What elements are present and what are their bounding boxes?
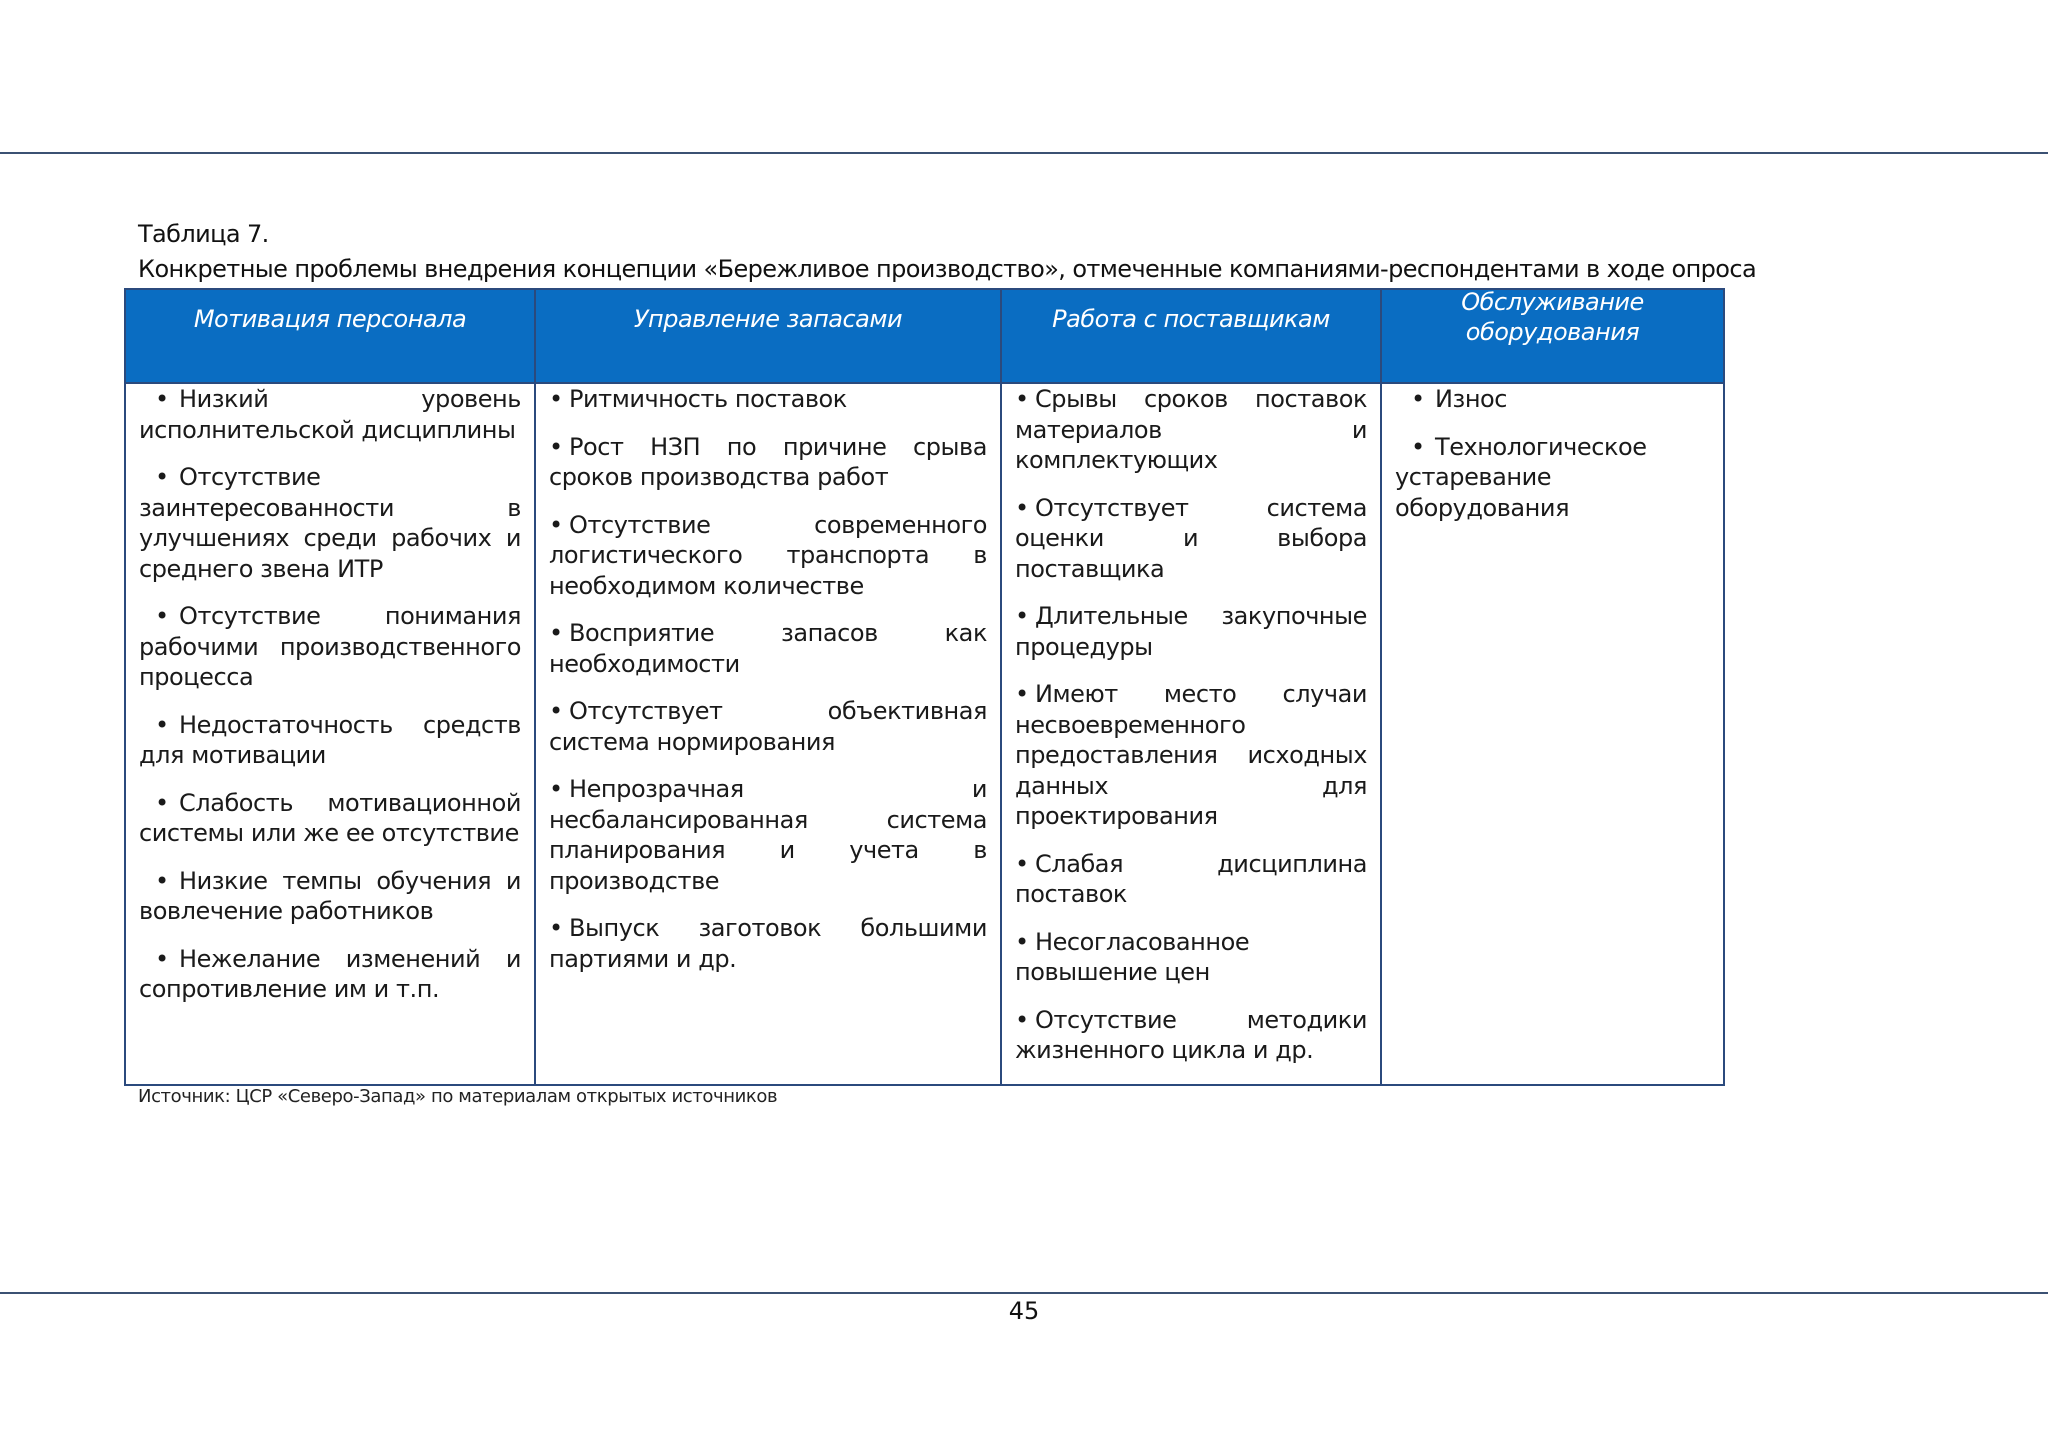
bullet-icon: • xyxy=(1015,680,1029,708)
list-item xyxy=(549,913,987,974)
list-item-text: Имеют место случаи несвоевременного предоставления исходных данных для проектирования xyxy=(1015,680,1367,830)
list-item-text: Слабость мотивационной системы или же ее отсутствие xyxy=(139,788,521,847)
list-item-text: Низкие темпы обучения и вовлечение работников xyxy=(139,866,521,925)
header-supplier-relations: Работа с поставщикам xyxy=(1002,290,1382,382)
column-inventory-management xyxy=(536,384,1002,1084)
problems-table xyxy=(124,288,1725,1086)
bullet-icon: • xyxy=(1411,385,1425,413)
list-item-text: Технологическое устаревание оборудования xyxy=(1395,432,1647,522)
list-item xyxy=(549,432,987,493)
bullet-icon: • xyxy=(155,385,169,413)
list-item-text: Отсутствие методики жизненного цикла и др. xyxy=(1015,1005,1367,1064)
list-item-text: Нежелание изменений и сопротивление им и т.п. xyxy=(139,944,521,1003)
bullet-icon: • xyxy=(549,619,563,647)
column-equipment-maintenance xyxy=(1382,384,1723,1084)
list-item-text: Отсутствие понимания рабочими производственного процесса xyxy=(139,602,521,691)
column-personnel-motivation xyxy=(126,384,536,1084)
page-number: 45 xyxy=(1008,1297,1040,1325)
list-item xyxy=(1015,493,1367,585)
list-item xyxy=(139,384,521,445)
list-item xyxy=(139,866,521,927)
list-item-text: Выпуск заготовок большими партиями и др. xyxy=(549,914,987,973)
bullet-icon: • xyxy=(549,697,563,725)
header-inventory-management: Управление запасами xyxy=(536,290,1002,382)
list-item-text: Слабая дисциплина поставок xyxy=(1015,849,1367,908)
list-item-text: Отсутствие современного логистического транспорта в необходимом количестве xyxy=(549,510,987,600)
header-equipment-maintenance: Обслуживание оборудования xyxy=(1461,288,1644,346)
top-rule xyxy=(0,152,2048,154)
list-item-text: Низкий уровень исполнительской дисциплины xyxy=(139,385,521,444)
bullet-icon: • xyxy=(155,710,169,739)
bullet-icon: • xyxy=(549,914,563,942)
bullet-icon: • xyxy=(1015,602,1029,630)
list-item xyxy=(549,618,987,679)
bullet-icon: • xyxy=(155,944,169,973)
list-item xyxy=(139,944,521,1005)
list-item-text: Ритмичность поставок xyxy=(569,385,847,413)
list-item-text: Износ xyxy=(1435,385,1508,413)
list-item xyxy=(549,384,987,415)
list-item xyxy=(549,696,987,757)
list-item xyxy=(1015,384,1367,476)
bullet-icon: • xyxy=(1411,432,1425,461)
list-item-text: Отсутствие заинтересованности в улучшениях среди рабочих и среднего звена ИТР xyxy=(139,463,521,583)
list-item-text: Отсутствует объективная система нормирования xyxy=(549,697,987,756)
header-personnel-motivation: Мотивация персонала xyxy=(126,290,536,382)
list-item-text: Отсутствует система оценки и выбора поставщика xyxy=(1015,493,1367,583)
list-item xyxy=(1395,432,1710,524)
list-item-text: Срывы сроков поставок материалов и комплектующих xyxy=(1015,385,1367,474)
list-item-text: Недостаточность средств для мотивации xyxy=(139,710,521,769)
list-item xyxy=(549,774,987,896)
bullet-icon: • xyxy=(1015,927,1029,956)
list-item xyxy=(549,510,987,602)
bullet-icon: • xyxy=(549,775,563,803)
bullet-icon: • xyxy=(549,510,563,539)
source-note: Источник: ЦСР «Северо-Запад» по материалам открытых источников xyxy=(138,1086,778,1107)
bullet-icon: • xyxy=(549,385,563,413)
bullet-icon: • xyxy=(549,432,563,461)
table-body-row xyxy=(126,384,1723,1084)
list-item-text: Восприятие запасов как необходимости xyxy=(549,619,987,678)
bullet-icon: • xyxy=(1015,493,1029,522)
list-item xyxy=(139,462,521,584)
list-item xyxy=(139,710,521,771)
table-header-row xyxy=(126,290,1723,384)
bottom-rule xyxy=(0,1292,2048,1294)
table-number: Таблица 7. xyxy=(138,220,269,248)
bullet-icon: • xyxy=(155,866,169,895)
bullet-icon: • xyxy=(155,463,169,491)
list-item-text: Несогласованное повышение цен xyxy=(1015,927,1250,986)
bullet-icon: • xyxy=(1015,1005,1029,1034)
list-item xyxy=(139,788,521,849)
list-item-text: Непрозрачная и несбалансированная система планирования и учета в производстве xyxy=(549,775,987,895)
list-item xyxy=(1015,1005,1367,1066)
bullet-icon: • xyxy=(155,788,169,817)
list-item xyxy=(1015,601,1367,662)
bullet-icon: • xyxy=(1015,849,1029,878)
column-supplier-relations xyxy=(1002,384,1382,1084)
list-item xyxy=(1395,384,1710,415)
list-item xyxy=(1015,927,1367,988)
bullet-icon: • xyxy=(1015,385,1029,413)
list-item-text: Длительные закупочные процедуры xyxy=(1015,602,1367,661)
list-item xyxy=(1015,849,1367,910)
bullet-icon: • xyxy=(155,602,169,630)
list-item-text: Рост НЗП по причине срыва сроков производства работ xyxy=(549,432,987,491)
list-item xyxy=(1015,679,1367,832)
table-title: Конкретные проблемы внедрения концепции «Бережливое производство», отмеченные компаниями-респондентами в ходе опроса xyxy=(138,255,1757,283)
list-item xyxy=(139,601,521,693)
